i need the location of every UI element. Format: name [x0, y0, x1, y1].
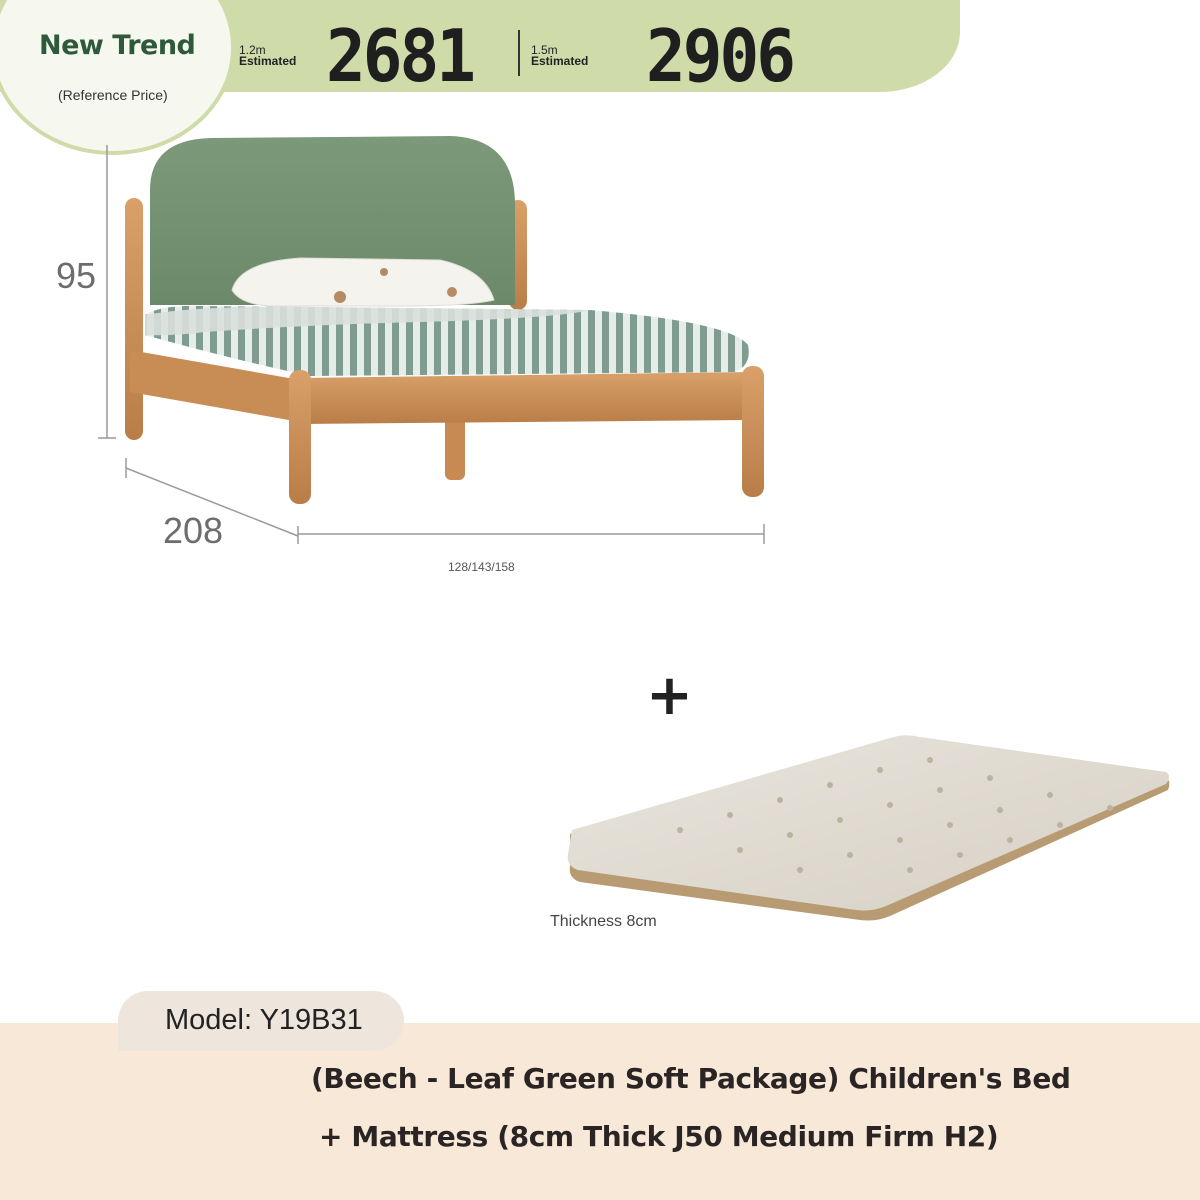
price-value-1: 2681: [326, 14, 473, 99]
length-dimension-label: 208: [163, 510, 224, 551]
height-dimension-label: 95: [56, 255, 97, 296]
bed-front-left-post: [289, 370, 311, 504]
price-size-1: 1.2m: [239, 43, 266, 57]
bed-front-right-post: [742, 366, 764, 497]
bed-pillow: [232, 258, 494, 306]
brand-subtitle: (Reference Price): [58, 87, 168, 103]
width-dimension-label: 128/143/158: [448, 560, 515, 574]
price-est-2: Estimated: [531, 54, 589, 68]
plus-icon: +: [646, 663, 693, 728]
price-size-2: 1.5m: [531, 43, 558, 57]
product-description-line-2: + Mattress (8cm Thick J50 Medium Firm H2): [319, 1120, 999, 1153]
product-description-line-1: (Beech - Leaf Green Soft Package) Children's Bed: [311, 1062, 1071, 1095]
bed-back-left-post: [125, 198, 143, 440]
brand-title: New Trend: [39, 30, 196, 61]
bed-footboard-rail: [300, 372, 750, 424]
mattress-thickness-caption: Thickness 8cm: [550, 913, 657, 930]
mattress-illustration: [560, 730, 1180, 930]
price-est-1: Estimated: [239, 54, 297, 68]
pillow-print: [334, 291, 346, 303]
price-value-2: 2906: [646, 14, 793, 99]
pillow-print: [380, 268, 388, 276]
model-number: Model: Y19B31: [165, 1004, 363, 1036]
pillow-print: [447, 287, 457, 297]
